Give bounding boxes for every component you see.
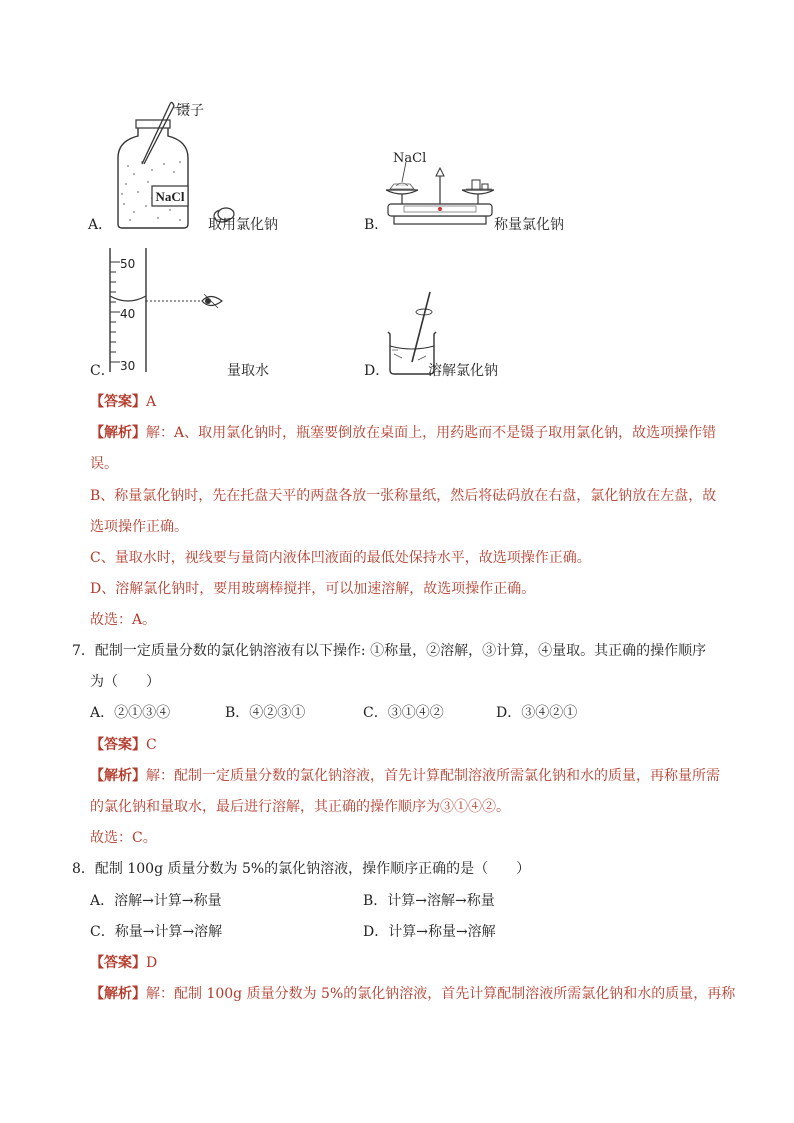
q7-option-c: C．③①④②	[363, 705, 444, 721]
figure-c-letter: C．	[90, 363, 115, 379]
q7-analysis-tag: 【解析】	[90, 768, 146, 784]
q8-answer: D	[146, 955, 158, 971]
figure-d	[360, 288, 590, 383]
figure-c	[88, 246, 308, 381]
q8-answer-line	[90, 953, 157, 973]
q8-stem: 8．配制 100g 质量分数为 5%的氯化钠溶液，操作顺序正确的是（ ）	[72, 861, 531, 877]
q7-option-b: B．④②③①	[225, 705, 306, 721]
figure-d-letter: D．	[364, 363, 390, 379]
cylinder-tick-30: 30	[120, 359, 136, 373]
q6-line-b1: B、称量氯化钠时，先在托盘天平的两盘各放一张称量纸，然后将砝码放在右盘，氯化钠放在左盘，故	[90, 488, 717, 504]
figure-b-caption: 称量氯化钠	[494, 217, 564, 233]
graduated-cylinder-illustration	[88, 246, 238, 376]
q8-analysis-tag: 【解析】	[90, 986, 146, 1002]
figure-d-caption: 溶解氯化钠	[428, 363, 498, 379]
figure-a-caption: 取用氯化钠	[208, 217, 278, 233]
cylinder-tick-50: 50	[120, 257, 136, 271]
q7-option-a: A．②①③④	[90, 705, 171, 721]
q6-answer-line	[90, 392, 156, 412]
figure-a-letter: A．	[88, 217, 113, 233]
q6-analysis-text1: 解：A、取用氯化钠时，瓶塞要倒放在桌面上，用药匙而不是镊子取用氯化钠，故选项操作错	[146, 425, 717, 441]
q6-analysis-line2: 误。	[90, 456, 118, 472]
q8-option-c: C．称量→计算→溶解	[90, 924, 223, 940]
figure-b	[360, 146, 590, 236]
q6-line-d: D、溶解氯化钠时，要用玻璃棒搅拌，可以加速溶解，故选项操作正确。	[90, 581, 536, 597]
q7-answer: C	[146, 737, 157, 753]
balance-substance-label: NaCl	[393, 151, 427, 166]
q7-option-d: D．③④②①	[496, 705, 578, 721]
q6-analysis-tag: 【解析】	[90, 425, 146, 441]
q7-answer-line	[90, 735, 157, 755]
q6-line-b2: 选项操作正确。	[90, 519, 188, 535]
balance-illustration	[380, 156, 500, 236]
q8-option-a: A．溶解→计算→称量	[90, 893, 222, 909]
q6-line-c: C、量取水时，视线要与量筒内液体凹液面的最低处保持水平，故选项操作正确。	[90, 550, 591, 566]
q7-analysis-text1: 解：配制一定质量分数的氯化钠溶液，首先计算配制溶液所需氯化钠和水的质量，再称量所需	[146, 768, 720, 784]
q8-option-d: D．计算→称量→溶解	[363, 924, 496, 940]
q8-answer-tag: 【答案】	[90, 955, 146, 971]
q7-answer-tag: 【答案】	[90, 737, 146, 753]
q7-stem-line1: 7．配制一定质量分数的氯化钠溶液有以下操作: ①称量，②溶解，③计算，④量取。其正确的操作顺序	[72, 643, 707, 659]
q6-choice: 故选：A。	[90, 612, 157, 628]
q7-choice: 故选：C。	[90, 830, 157, 846]
q8-analysis-text1: 解：配制 100g 质量分数为 5%的氯化钠溶液，首先计算配制溶液所需氯化钠和水的质量，再称	[146, 986, 736, 1002]
bottle-label: NaCl	[155, 189, 185, 204]
figure-c-caption: 量取水	[227, 363, 269, 379]
q8-option-b: B．计算→溶解→称量	[363, 893, 495, 909]
tweezers-label: 镊子	[176, 103, 204, 119]
q7-stem-line2: 为（ ）	[90, 674, 160, 690]
q6-answer-tag: 【答案】	[90, 394, 146, 410]
q6-analysis-line1	[90, 423, 716, 443]
figure-b-letter: B．	[364, 217, 389, 233]
figure-a	[88, 96, 308, 236]
q7-analysis-line2: 的氯化钠和量取水，最后进行溶解，其正确的操作顺序为③①④②。	[90, 799, 510, 815]
q6-answer: A	[146, 394, 157, 410]
cylinder-tick-40: 40	[120, 307, 136, 321]
q7-analysis-line1	[90, 766, 720, 786]
q8-analysis-line1	[90, 984, 735, 1004]
